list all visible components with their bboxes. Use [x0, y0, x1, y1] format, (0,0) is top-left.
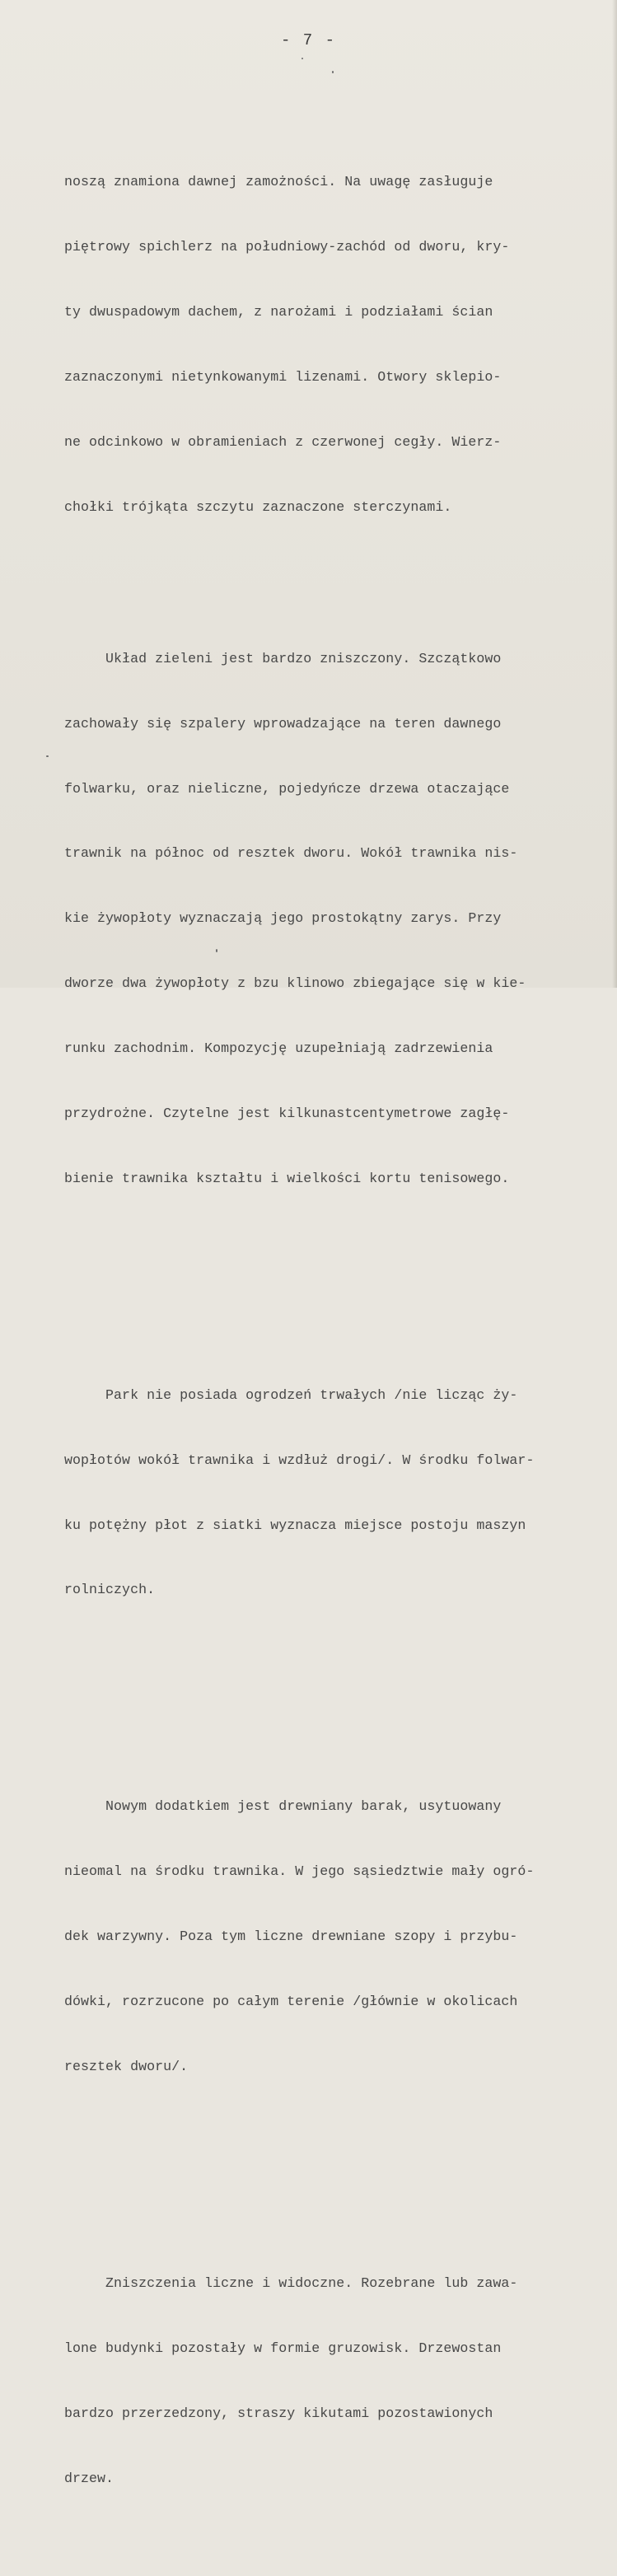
text-line: przydrożne. Czytelne jest kilkunastcentymetrowe zagłę- — [64, 1105, 510, 1121]
page-edge-shadow — [612, 0, 617, 988]
text-line: ty dwuspadowym dachem, z narożami i podziałami ścian — [64, 303, 493, 320]
paragraph-fencing — [64, 1341, 567, 1644]
text-line: zachowały się szpalery wprowadzające na teren dawnego — [64, 715, 502, 732]
text-line: noszą znamiona dawnej zamożności. Na uwagę zasługuje — [64, 174, 493, 190]
text-line: ku potężny płot z siatki wyznacza miejsce postoju maszyn — [64, 1517, 526, 1533]
text-line: runku zachodnim. Kompozycję uzupełniają zadrzewienia — [64, 1040, 493, 1057]
text-line: chołki trójkąta szczytu zaznaczone sterczynami. — [64, 498, 452, 515]
text-line: bardzo przerzedzony, straszy kikutami pozostawionych — [64, 2405, 493, 2421]
text-line: lone budynki pozostały w formie gruzowisk. Drzewostan — [64, 2340, 502, 2356]
text-line: Park nie posiada ogrodzeń trwałych /nie licząc ży- — [64, 1386, 518, 1403]
text-line: trawnik na północ od resztek dworu. Wokół trawnika nis- — [64, 845, 518, 862]
text-line: Nowym dodatkiem jest drewniany barak, usytuowany — [64, 1798, 502, 1815]
paragraph-gap — [64, 1276, 567, 1297]
body-text — [64, 85, 567, 2576]
text-line: ne odcinkowo w obramieniach z czerwonej cegły. Wierz- — [64, 433, 502, 450]
text-line: nieomal na środku trawnika. W jego sąsiedztwie mały ogró- — [64, 1863, 535, 1880]
text-line: resztek dworu/. — [64, 2059, 189, 2075]
text-line: drzew. — [64, 2470, 115, 2486]
paragraph-granary — [64, 129, 567, 562]
text-line: rolniczych. — [64, 1582, 156, 1598]
text-line: Układ zieleni jest bardzo zniszczony. Szczątkowo — [64, 650, 502, 666]
text-line: Zniszczenia liczne i widoczne. Rozebrane lub zawa- — [64, 2274, 518, 2291]
text-line: wopłotów wokół trawnika i wzdłuż drogi/. W środku folwar- — [64, 1452, 535, 1468]
paragraph-gap — [64, 1688, 567, 1709]
text-line: dworze dwa żywopłoty z bzu klinowo zbiegające się w kie- — [64, 975, 526, 992]
ink-speck — [332, 71, 334, 73]
paragraph-damage — [64, 2229, 567, 2532]
text-line: piętrowy spichlerz na południowy-zachód od dworu, kry- — [64, 239, 510, 255]
ink-speck — [46, 755, 49, 757]
text-line: dówki, rozrzucone po całym terenie /głównie w okolicach — [64, 1994, 518, 2010]
paragraph-new-additions — [64, 1753, 567, 2121]
ink-speck — [301, 58, 303, 59]
text-line: zaznaczonymi nietynkowanymi lizenami. Otwory sklepio- — [64, 368, 502, 385]
text-line: kie żywopłoty wyznaczają jego prostokątny zarys. Przy — [64, 910, 502, 927]
ink-speck — [216, 949, 217, 952]
paragraph-greenery — [64, 605, 567, 1233]
text-line: folwarku, oraz nieliczne, pojedyńcze drzewa otaczające — [64, 780, 510, 797]
paragraph-gap — [64, 2165, 567, 2186]
text-line: bienie trawnika kształtu i wielkości kortu tenisowego. — [64, 1170, 510, 1186]
page-number: - 7 - — [280, 31, 336, 49]
text-line: dek warzywny. Poza tym liczne drewniane szopy i przybu- — [64, 1928, 518, 1945]
